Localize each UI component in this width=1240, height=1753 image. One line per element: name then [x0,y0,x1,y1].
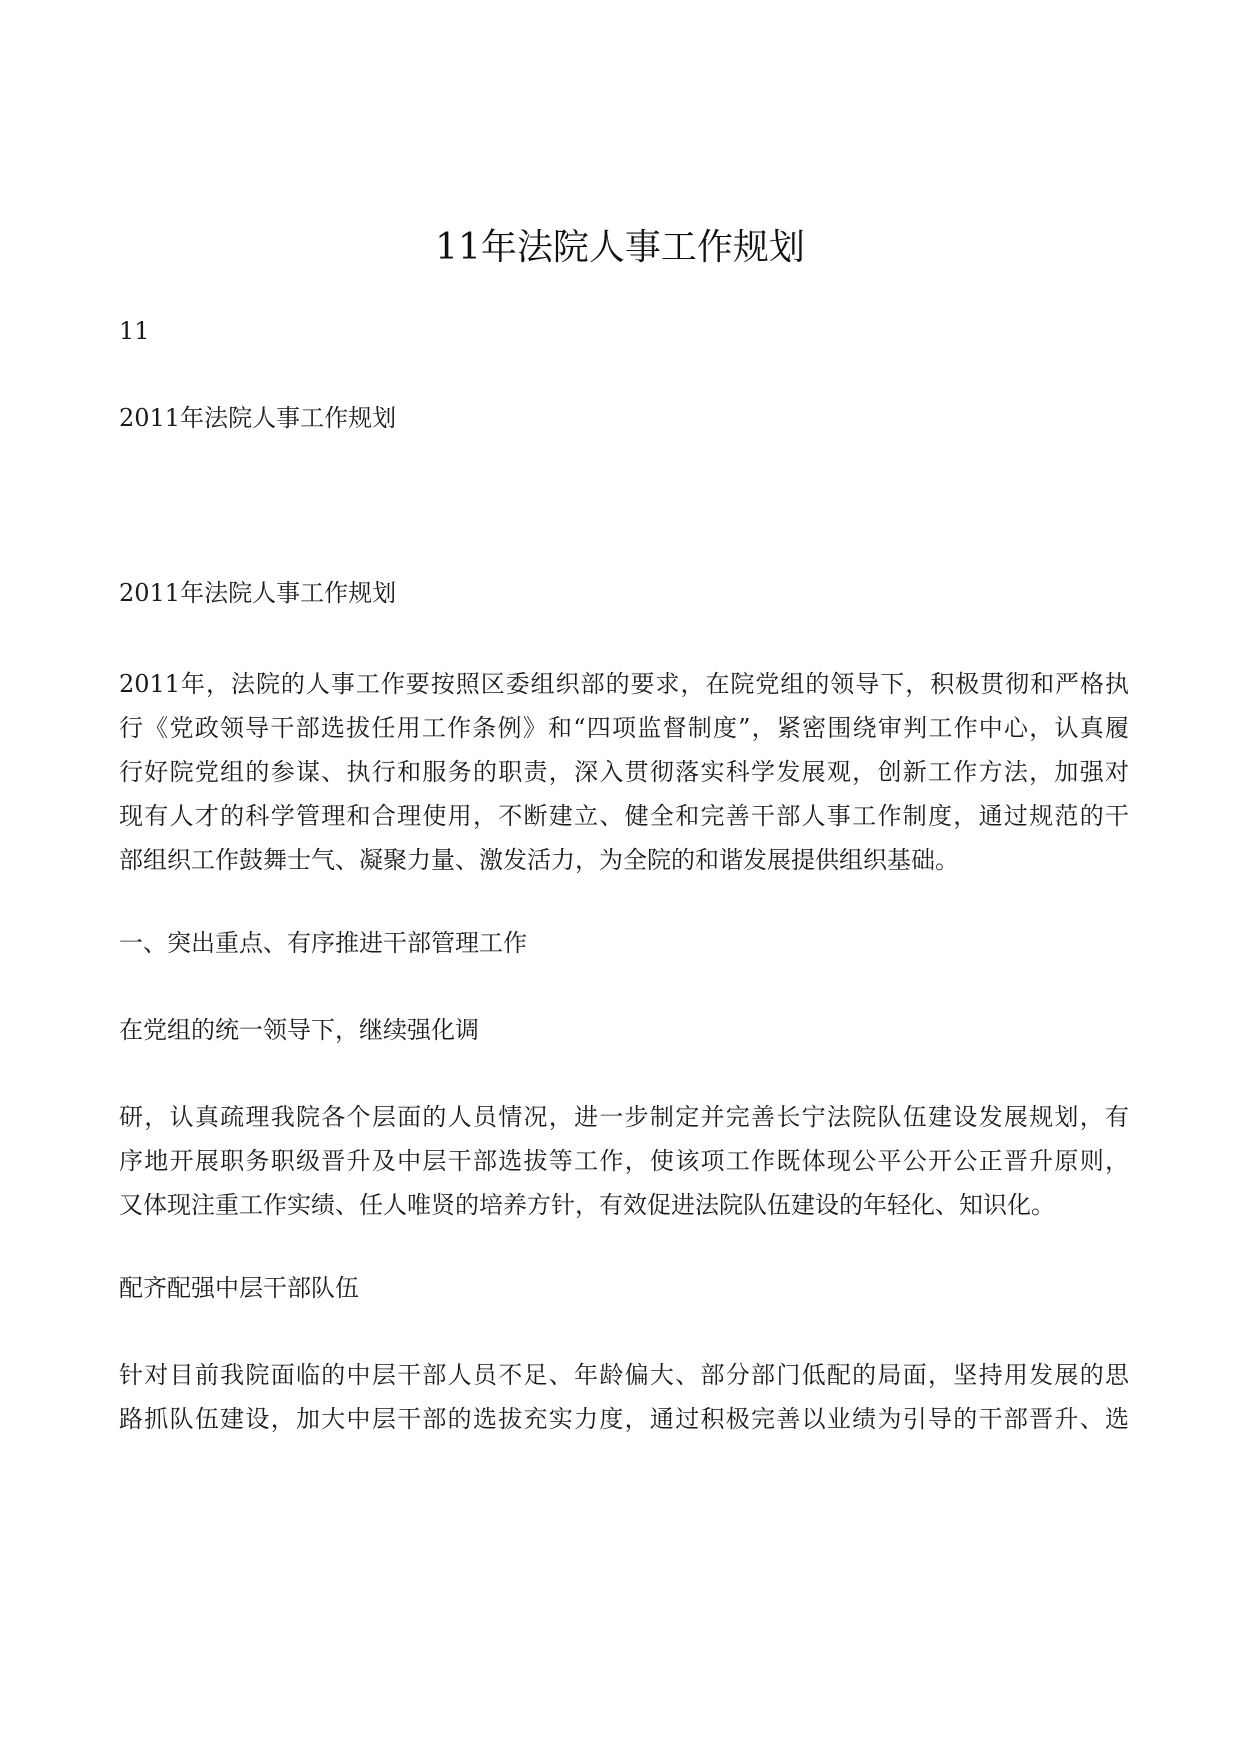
paragraph-line: 部组织工作鼓舞士气、凝聚力量、激发活力，为全院的和谐发展提供组织基础。 [119,846,959,874]
paragraph-line: 又体现注重工作实绩、任人唯贤的培养方针，有效促进法院队伍建设的年轻化、知识化。 [119,1191,1055,1219]
subsection-paragraph [119,1353,1129,1441]
paragraph-line: 研，认真疏理我院各个层面的人员情况，进一步制定并完善长宁法院队伍建设发展规划，有 [119,1103,1129,1131]
paragraph-line: 行好院党组的参谋、执行和服务的职责，深入贯彻落实科学发展观，创新工作方法，加强对 [119,758,1129,786]
section-1-heading: 一、突出重点、有序推进干部管理工作 [119,929,527,957]
paragraph-line: 路抓队伍建设，加大中层干部的选拔充实力度，通过积极完善以业绩为引导的干部晋升、选 [119,1405,1129,1433]
intro-paragraph [119,662,1129,882]
section-1-lead: 在党组的统一领导下，继续强化调 [119,1016,479,1044]
paragraph-line: 2011年，法院的人事工作要按照区委组织部的要求，在院党组的领导下，积极贯彻和严格执 [119,670,1129,698]
subtitle-1: 2011年法院人事工作规划 [119,404,397,432]
paragraph-line: 序地开展职务职级晋升及中层干部选拔等工作，使该项工作既体现公平公开公正晋升原则， [119,1147,1129,1175]
subsection-heading: 配齐配强中层干部队伍 [119,1274,359,1302]
document-label: 11 [119,317,150,345]
page-title: 11年法院人事工作规划 [435,227,805,268]
paragraph-line: 行《党政领导干部选拔任用工作条例》和“四项监督制度”，紧密围绕审判工作中心，认真履 [119,714,1129,742]
paragraph-line: 现有人才的科学管理和合理使用，不断建立、健全和完善干部人事工作制度，通过规范的干 [119,802,1129,830]
paragraph-line: 针对目前我院面临的中层干部人员不足、年龄偏大、部分部门低配的局面，坚持用发展的思 [119,1361,1129,1389]
section-1-paragraph [119,1095,1129,1227]
subtitle-2: 2011年法院人事工作规划 [119,579,397,607]
